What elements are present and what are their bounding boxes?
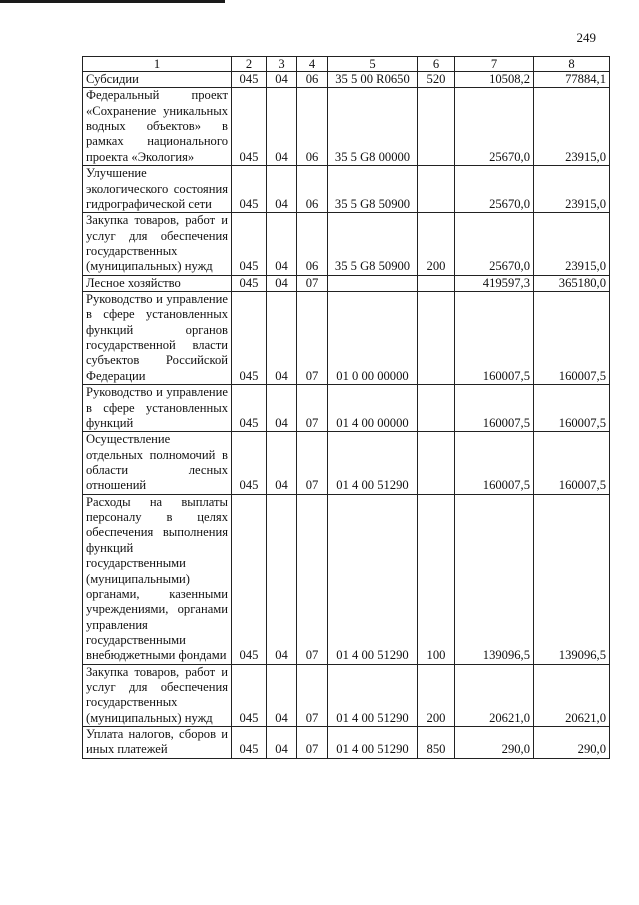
row-name: Закупка товаров, работ и услуг для обеспечения государственных (муниципальных) нужд (83, 664, 232, 726)
row-name: Лесное хозяйство (83, 275, 232, 291)
expense-type-code (418, 385, 455, 432)
amount-col-7: 160007,5 (455, 292, 534, 385)
expense-type-code: 850 (418, 727, 455, 759)
section-code: 04 (267, 292, 297, 385)
table-row (83, 72, 610, 88)
ministry-code: 045 (232, 292, 267, 385)
amount-col-8: 160007,5 (534, 292, 610, 385)
page-number: 249 (576, 30, 596, 45)
table-row (83, 275, 610, 291)
ministry-code: 045 (232, 72, 267, 88)
row-name: Улучшение экологического состояния гидрографической сети (83, 166, 232, 213)
subsection-code: 07 (297, 664, 328, 726)
section-code: 04 (267, 275, 297, 291)
ministry-code: 045 (232, 385, 267, 432)
ministry-code: 045 (232, 494, 267, 664)
target-article-code (328, 275, 418, 291)
amount-col-7: 25670,0 (455, 166, 534, 213)
table-row (83, 727, 610, 759)
table-row (83, 385, 610, 432)
expense-type-code (418, 88, 455, 166)
table-row (83, 664, 610, 726)
amount-col-8: 160007,5 (534, 385, 610, 432)
section-code: 04 (267, 494, 297, 664)
row-name: Федеральный проект «Сохранение уникальных водных объектов» в рамках национального проекта «Экология» (83, 88, 232, 166)
col-header-3: 3 (267, 57, 297, 72)
row-name: Закупка товаров, работ и услуг для обеспечения государственных (муниципальных) нужд (83, 213, 232, 275)
col-header-6: 6 (418, 57, 455, 72)
row-name: Осуществление отдельных полномочий в области лесных отношений (83, 432, 232, 494)
subsection-code: 06 (297, 72, 328, 88)
col-header-2: 2 (232, 57, 267, 72)
amount-col-7: 25670,0 (455, 213, 534, 275)
section-code: 04 (267, 72, 297, 88)
subsection-code: 07 (297, 385, 328, 432)
target-article-code: 01 0 00 00000 (328, 292, 418, 385)
ministry-code: 045 (232, 664, 267, 726)
subsection-code: 07 (297, 432, 328, 494)
table-row (83, 292, 610, 385)
amount-col-7: 160007,5 (455, 432, 534, 494)
expense-type-code (418, 292, 455, 385)
row-name: Расходы на выплаты персоналу в целях обеспечения выполнения функций государственными (муниципальными) органами, казенными учреждениями, органами управления государственными внебюджетными фондами (83, 494, 232, 664)
target-article-code: 01 4 00 51290 (328, 432, 418, 494)
target-article-code: 35 5 00 R0650 (328, 72, 418, 88)
table-row (83, 166, 610, 213)
amount-col-7: 25670,0 (455, 88, 534, 166)
ministry-code: 045 (232, 727, 267, 759)
amount-col-8: 20621,0 (534, 664, 610, 726)
budget-table (82, 56, 610, 759)
subsection-code: 06 (297, 166, 328, 213)
amount-col-7: 419597,3 (455, 275, 534, 291)
col-header-8: 8 (534, 57, 610, 72)
expense-type-code (418, 166, 455, 213)
table-row (83, 494, 610, 664)
row-name: Руководство и управление в сфере установленных функций органов государственной власти субъектов Российской Федерации (83, 292, 232, 385)
amount-col-8: 365180,0 (534, 275, 610, 291)
amount-col-7: 139096,5 (455, 494, 534, 664)
subsection-code: 06 (297, 88, 328, 166)
table-row (83, 88, 610, 166)
table-row (83, 213, 610, 275)
expense-type-code (418, 275, 455, 291)
expense-type-code (418, 432, 455, 494)
amount-col-7: 20621,0 (455, 664, 534, 726)
target-article-code: 01 4 00 00000 (328, 385, 418, 432)
amount-col-7: 290,0 (455, 727, 534, 759)
subsection-code: 07 (297, 275, 328, 291)
ministry-code: 045 (232, 213, 267, 275)
expense-type-code: 100 (418, 494, 455, 664)
amount-col-8: 23915,0 (534, 166, 610, 213)
top-edge-rule (0, 0, 225, 3)
section-code: 04 (267, 88, 297, 166)
target-article-code: 35 5 G8 50900 (328, 213, 418, 275)
target-article-code: 01 4 00 51290 (328, 494, 418, 664)
target-article-code: 01 4 00 51290 (328, 664, 418, 726)
ministry-code: 045 (232, 432, 267, 494)
section-code: 04 (267, 727, 297, 759)
subsection-code: 07 (297, 292, 328, 385)
amount-col-8: 23915,0 (534, 213, 610, 275)
subsection-code: 07 (297, 727, 328, 759)
table-row (83, 432, 610, 494)
amount-col-7: 10508,2 (455, 72, 534, 88)
expense-type-code: 520 (418, 72, 455, 88)
target-article-code: 35 5 G8 50900 (328, 166, 418, 213)
amount-col-8: 160007,5 (534, 432, 610, 494)
col-header-5: 5 (328, 57, 418, 72)
row-name: Руководство и управление в сфере установленных функций (83, 385, 232, 432)
col-header-7: 7 (455, 57, 534, 72)
ministry-code: 045 (232, 88, 267, 166)
section-code: 04 (267, 432, 297, 494)
amount-col-8: 77884,1 (534, 72, 610, 88)
row-name: Уплата налогов, сборов и иных платежей (83, 727, 232, 759)
amount-col-8: 290,0 (534, 727, 610, 759)
ministry-code: 045 (232, 275, 267, 291)
target-article-code: 01 4 00 51290 (328, 727, 418, 759)
subsection-code: 07 (297, 494, 328, 664)
row-name: Субсидии (83, 72, 232, 88)
amount-col-8: 23915,0 (534, 88, 610, 166)
section-code: 04 (267, 664, 297, 726)
section-code: 04 (267, 166, 297, 213)
expense-type-code: 200 (418, 213, 455, 275)
col-header-1: 1 (83, 57, 232, 72)
ministry-code: 045 (232, 166, 267, 213)
amount-col-8: 139096,5 (534, 494, 610, 664)
subsection-code: 06 (297, 213, 328, 275)
col-header-4: 4 (297, 57, 328, 72)
section-code: 04 (267, 213, 297, 275)
section-code: 04 (267, 385, 297, 432)
header-row (83, 57, 610, 72)
target-article-code: 35 5 G8 00000 (328, 88, 418, 166)
amount-col-7: 160007,5 (455, 385, 534, 432)
expense-type-code: 200 (418, 664, 455, 726)
